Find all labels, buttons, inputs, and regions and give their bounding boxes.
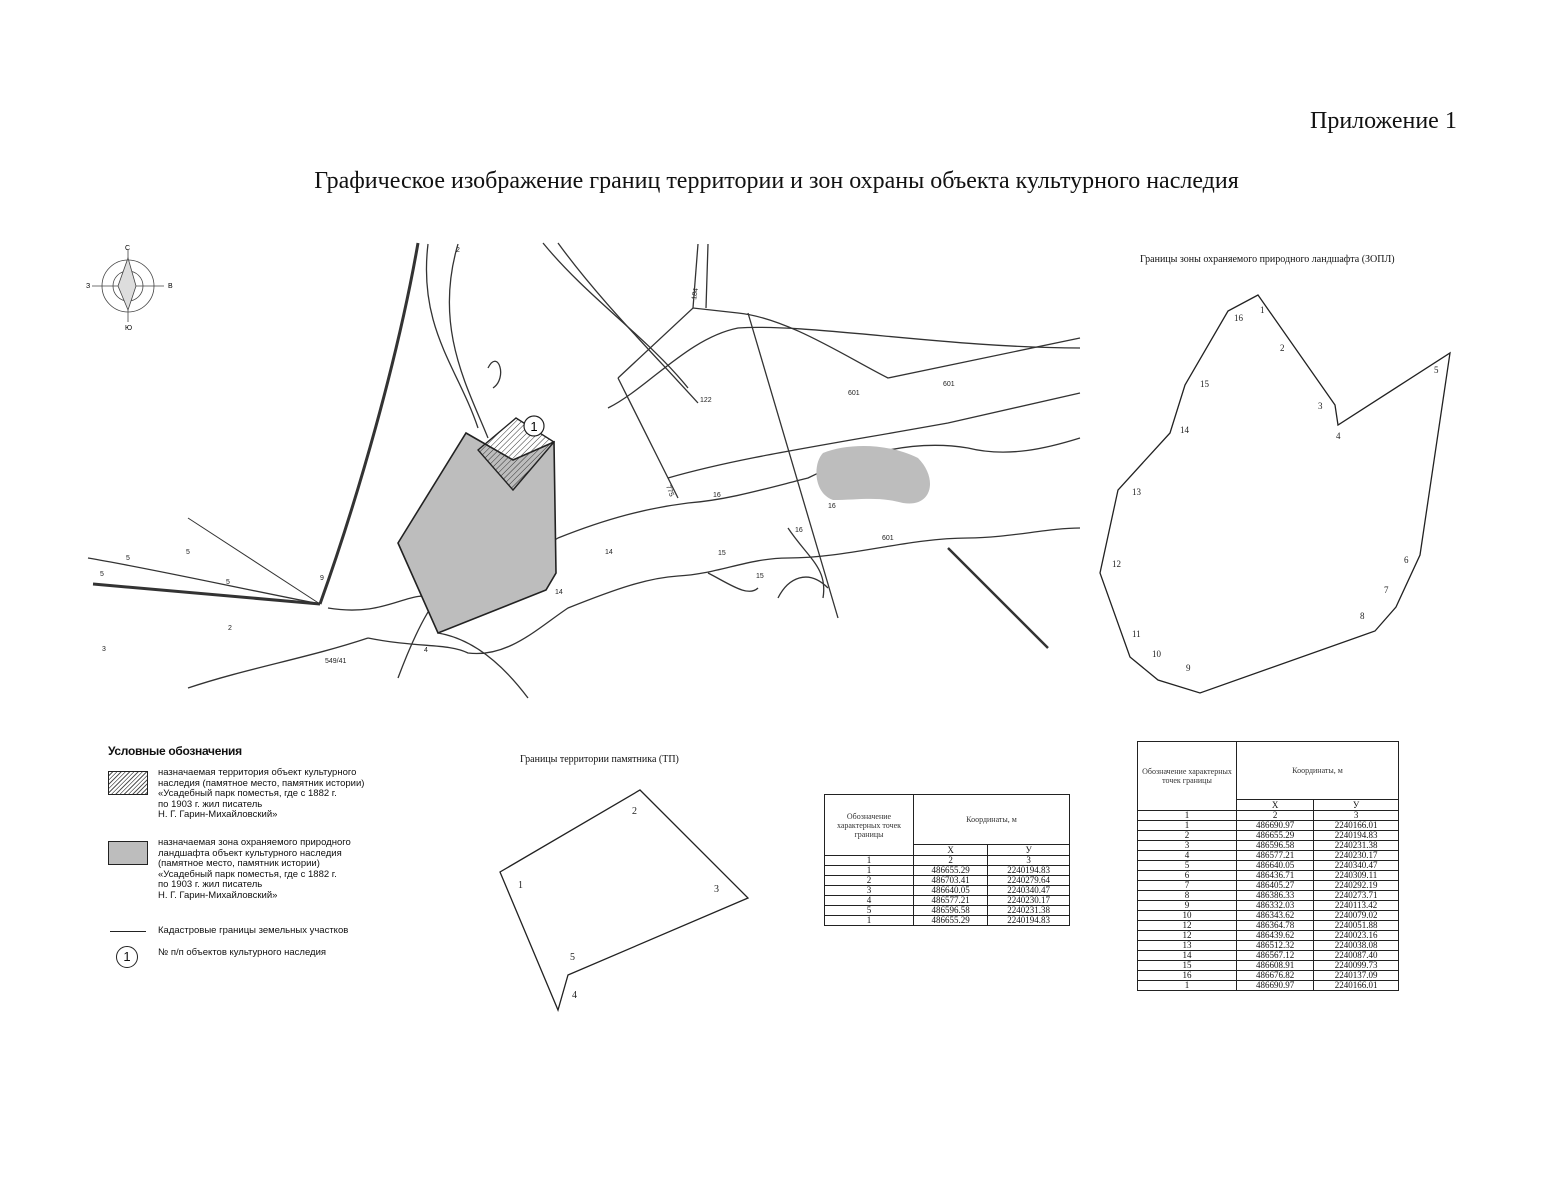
tp-vertex-label: 4 <box>572 990 577 1001</box>
zopl-table-row <box>1138 871 1399 881</box>
tp-table-header-designation: Обозначение характерных точек границы <box>825 795 914 856</box>
zopl-cell-pt: 3 <box>1138 841 1237 851</box>
parcel-label: 122 <box>700 397 712 404</box>
zopl-table-row <box>1138 931 1399 941</box>
legend-item-territory <box>108 768 438 830</box>
zopl-table-row <box>1138 861 1399 871</box>
legend-line: назначаемая зона охраняемого природного <box>158 837 351 848</box>
zopl-cell-pt: 5 <box>1138 861 1237 871</box>
zopl-cell-x: 486676.82 <box>1237 971 1314 981</box>
legend-item-heritage-number <box>108 948 438 968</box>
parcel-label: 16 <box>795 527 803 534</box>
zopl-cell-pt: 12 <box>1138 921 1237 931</box>
line-swatch <box>110 931 146 932</box>
legend-line: Н. Г. Гарин-Михайловский» <box>158 889 278 901</box>
zopl-cell-y: 2240099.73 <box>1314 961 1399 971</box>
zopl-cell-x: 486386.33 <box>1237 891 1314 901</box>
cadastral-map <box>88 238 1080 698</box>
tp-table-col-num: 3 <box>988 856 1070 866</box>
legend-line: «Усадебный парк поместья, где с 1882 г. <box>158 788 337 799</box>
zopl-boundary-polygon <box>1100 295 1450 693</box>
tp-table-header-coords: Координаты, м <box>914 795 1070 845</box>
zopl-cell-x: 486567.12 <box>1237 951 1314 961</box>
legend-item-zone <box>108 838 438 918</box>
zopl-table-row <box>1138 851 1399 861</box>
zopl-cell-y: 2240231.38 <box>1314 841 1399 851</box>
appendix-label: Приложение 1 <box>1310 108 1457 134</box>
parcel-label: 16 <box>828 503 836 510</box>
zopl-vertex-label: 1 <box>1260 305 1265 315</box>
zopl-cell-x: 486439.62 <box>1237 931 1314 941</box>
parcel-label: 2 <box>228 625 232 632</box>
zopl-cell-y: 2240230.17 <box>1314 851 1399 861</box>
zopl-vertex-label: 2 <box>1280 343 1285 353</box>
zopl-cell-pt: 15 <box>1138 961 1237 971</box>
zopl-cell-pt: 16 <box>1138 971 1237 981</box>
zopl-table-row <box>1138 881 1399 891</box>
parcel-label: 14 <box>605 549 613 556</box>
parcel-label: 5 <box>126 555 130 562</box>
legend-item-text <box>158 838 438 901</box>
legend-line: по 1903 г. жил писатель <box>158 879 263 890</box>
tp-cell-x: 486577.21 <box>914 896 988 906</box>
parcel-label: 5 <box>186 549 190 556</box>
zopl-cell-pt: 10 <box>1138 911 1237 921</box>
parcel-label: 3 <box>102 646 106 653</box>
legend-line: (памятное место, памятник истории) <box>158 858 320 869</box>
zopl-table-row <box>1138 911 1399 921</box>
zopl-cell-y: 2240194.83 <box>1314 831 1399 841</box>
zopl-cell-y: 2240309.11 <box>1314 871 1399 881</box>
pond-area <box>816 446 930 504</box>
zopl-table-col-num: 3 <box>1314 811 1399 821</box>
tp-table-col-num: 1 <box>825 856 914 866</box>
zopl-cell-y: 2240166.01 <box>1314 981 1399 991</box>
zopl-table-header-coords: Координаты, м <box>1237 742 1399 800</box>
zopl-cell-x: 486690.97 <box>1237 981 1314 991</box>
parcel-label: 184 <box>691 287 700 301</box>
zopl-vertex-label: 14 <box>1180 425 1189 435</box>
legend-item-text <box>158 768 438 821</box>
tp-cell-y: 2240340.47 <box>988 886 1070 896</box>
zopl-cell-pt: 7 <box>1138 881 1237 891</box>
zopl-table-col-num: 1 <box>1138 811 1237 821</box>
zopl-cell-y: 2240087.40 <box>1314 951 1399 961</box>
parcel-label: 4 <box>424 647 428 654</box>
tp-table-col-y: У <box>988 845 1070 856</box>
zopl-vertex-label: 15 <box>1200 379 1209 389</box>
zopl-table-col-y: У <box>1314 800 1399 811</box>
tp-vertex-label: 5 <box>570 952 575 963</box>
parcel-label: 16 <box>713 492 721 499</box>
tp-cell-pt: 1 <box>825 916 914 926</box>
tp-cell-pt: 5 <box>825 906 914 916</box>
zopl-cell-x: 486343.62 <box>1237 911 1314 921</box>
zopl-cell-y: 2240023.16 <box>1314 931 1399 941</box>
zopl-cell-x: 486640.05 <box>1237 861 1314 871</box>
legend-line: назначаемая территория объект культурного <box>158 767 357 778</box>
zopl-cell-pt: 9 <box>1138 901 1237 911</box>
parcel-label: 9 <box>320 575 324 582</box>
compass-rose-icon <box>92 250 164 322</box>
zopl-cell-pt: 4 <box>1138 851 1237 861</box>
tp-cell-y: 2240194.83 <box>988 866 1070 876</box>
zopl-cell-x: 486332.03 <box>1237 901 1314 911</box>
zopl-cell-x: 486405.27 <box>1237 881 1314 891</box>
zopl-cell-pt: 1 <box>1138 821 1237 831</box>
legend-line: наследия (памятное место, памятник истории) <box>158 777 365 789</box>
zopl-vertex-label: 13 <box>1132 487 1141 497</box>
zopl-table-row <box>1138 961 1399 971</box>
zopl-table-col-x: X <box>1237 800 1314 811</box>
compass-east-label: В <box>168 283 173 290</box>
tp-cell-x: 486596.58 <box>914 906 988 916</box>
zopl-table-row <box>1138 921 1399 931</box>
zopl-vertex-label: 10 <box>1152 649 1161 659</box>
zopl-cell-y: 2240137.09 <box>1314 971 1399 981</box>
zopl-table-row <box>1138 841 1399 851</box>
zopl-vertex-label: 9 <box>1186 663 1191 673</box>
heritage-marker-number: 1 <box>530 419 538 434</box>
tp-table-row <box>825 916 1070 926</box>
parcel-label: 5 <box>226 579 230 586</box>
zopl-table-row <box>1138 941 1399 951</box>
zopl-vertex-label: 3 <box>1318 401 1323 411</box>
parcel-label: 5 <box>100 571 104 578</box>
zopl-cell-x: 486596.58 <box>1237 841 1314 851</box>
zopl-cell-y: 2240038.08 <box>1314 941 1399 951</box>
compass-north-label: С <box>125 245 131 252</box>
zopl-cell-pt: 13 <box>1138 941 1237 951</box>
hatch-swatch <box>108 771 148 795</box>
zopl-cell-pt: 12 <box>1138 931 1237 941</box>
parcel-label: 2 <box>456 247 460 254</box>
tp-boundary-diagram <box>490 780 760 1020</box>
zopl-cell-y: 2240292.19 <box>1314 881 1399 891</box>
zopl-vertex-label: 12 <box>1112 559 1121 569</box>
tp-cell-pt: 1 <box>825 866 914 876</box>
zopl-cell-x: 486608.91 <box>1237 961 1314 971</box>
legend-line: Н. Г. Гарин-Михайловский» <box>158 809 278 820</box>
zopl-table-row <box>1138 981 1399 991</box>
numbered-circle-icon: 1 <box>116 946 138 968</box>
tp-cell-x: 486640.05 <box>914 886 988 896</box>
tp-cell-pt: 4 <box>825 896 914 906</box>
zopl-cell-x: 486512.32 <box>1237 941 1314 951</box>
zopl-vertex-label: 8 <box>1360 611 1365 621</box>
tp-vertex-label: 3 <box>714 884 719 895</box>
zopl-cell-y: 2240113.42 <box>1314 901 1399 911</box>
zopl-cell-x: 486690.97 <box>1237 821 1314 831</box>
legend-line: «Усадебный парк поместья, где с 1882 г. <box>158 868 337 880</box>
zopl-cell-x: 486577.21 <box>1237 851 1314 861</box>
zopl-cell-pt: 6 <box>1138 871 1237 881</box>
tp-boundary-polygon <box>500 790 748 1010</box>
zopl-cell-y: 2240051.88 <box>1314 921 1399 931</box>
zopl-cell-y: 2240166.01 <box>1314 821 1399 831</box>
legend-line: ландшафта объект культурного наследия <box>158 847 342 859</box>
legend-line: Кадастровые границы земельных участков <box>158 925 349 936</box>
zopl-vertex-label: 7 <box>1384 585 1389 595</box>
zopl-table-row <box>1138 901 1399 911</box>
legend-item-cadastral <box>108 926 438 940</box>
zopl-vertex-label: 5 <box>1434 365 1439 375</box>
page-title: Графическое изображение границ территории и зон охраны объекта культурного наследия <box>314 168 1239 194</box>
tp-table-row <box>825 906 1070 916</box>
grey-swatch <box>108 841 148 865</box>
tp-cell-x: 486655.29 <box>914 866 988 876</box>
legend <box>108 744 438 976</box>
zopl-cell-pt: 8 <box>1138 891 1237 901</box>
zopl-cell-pt: 1 <box>1138 981 1237 991</box>
parcel-label: 15 <box>756 573 764 580</box>
tp-cell-y: 2240231.38 <box>988 906 1070 916</box>
tp-cell-y: 2240194.83 <box>988 916 1070 926</box>
legend-line: № п/п объектов культурного наследия <box>158 947 327 958</box>
zopl-caption: Границы зоны охраняемого природного ландшафта (ЗОПЛ) <box>1140 254 1395 265</box>
tp-cell-pt: 3 <box>825 886 914 896</box>
tp-vertex-label: 2 <box>632 806 637 817</box>
zopl-cell-x: 486436.71 <box>1237 871 1314 881</box>
zopl-cell-x: 486364.78 <box>1237 921 1314 931</box>
tp-table-row <box>825 866 1070 876</box>
tp-coordinates-table <box>824 794 1070 926</box>
tp-table-row <box>825 896 1070 906</box>
tp-table-col-x: X <box>914 845 988 856</box>
parcel-label: 15 <box>718 550 726 557</box>
zopl-table-header-designation: Обозначение характерных точек границы <box>1138 742 1237 811</box>
parcel-label: 775 <box>664 484 675 498</box>
zopl-vertex-label: 11 <box>1132 629 1141 639</box>
zopl-coordinates-table <box>1137 741 1399 991</box>
zopl-cell-pt: 14 <box>1138 951 1237 961</box>
zopl-table-row <box>1138 951 1399 961</box>
zopl-table-col-num: 2 <box>1237 811 1314 821</box>
zopl-cell-pt: 2 <box>1138 831 1237 841</box>
tp-cell-y: 2240279.64 <box>988 876 1070 886</box>
parcel-label: 14 <box>555 589 563 596</box>
tp-table-row <box>825 886 1070 896</box>
legend-title: Условные обозначения <box>108 744 242 758</box>
tp-table-col-num: 2 <box>914 856 988 866</box>
compass-south-label: Ю <box>125 325 133 332</box>
zopl-table-row <box>1138 821 1399 831</box>
zopl-cell-y: 2240340.47 <box>1314 861 1399 871</box>
parcel-label: 549/41 <box>325 658 347 665</box>
legend-item-text <box>158 926 438 937</box>
tp-table-row <box>825 876 1070 886</box>
zopl-boundary-diagram <box>1090 285 1470 705</box>
zopl-cell-y: 2240273.71 <box>1314 891 1399 901</box>
legend-line: по 1903 г. жил писатель <box>158 798 263 810</box>
zopl-vertex-label: 6 <box>1404 555 1409 565</box>
zopl-table-row <box>1138 831 1399 841</box>
tp-cell-x: 486703.41 <box>914 876 988 886</box>
tp-cell-x: 486655.29 <box>914 916 988 926</box>
compass-west-label: З <box>86 283 91 290</box>
zopl-cell-x: 486655.29 <box>1237 831 1314 841</box>
zopl-vertex-label: 4 <box>1336 431 1341 441</box>
zopl-cell-y: 2240079.02 <box>1314 911 1399 921</box>
tp-cell-pt: 2 <box>825 876 914 886</box>
tp-cell-y: 2240230.17 <box>988 896 1070 906</box>
parcel-label: 601 <box>943 381 955 388</box>
zopl-table-row <box>1138 971 1399 981</box>
legend-item-text <box>158 948 438 959</box>
zopl-table-row <box>1138 891 1399 901</box>
tp-caption: Границы территории памятника (ТП) <box>520 754 679 765</box>
tp-vertex-label: 1 <box>518 880 523 891</box>
zopl-vertex-label: 16 <box>1234 313 1243 323</box>
parcel-label: 601 <box>882 535 894 542</box>
parcel-label: 601 <box>848 390 860 397</box>
